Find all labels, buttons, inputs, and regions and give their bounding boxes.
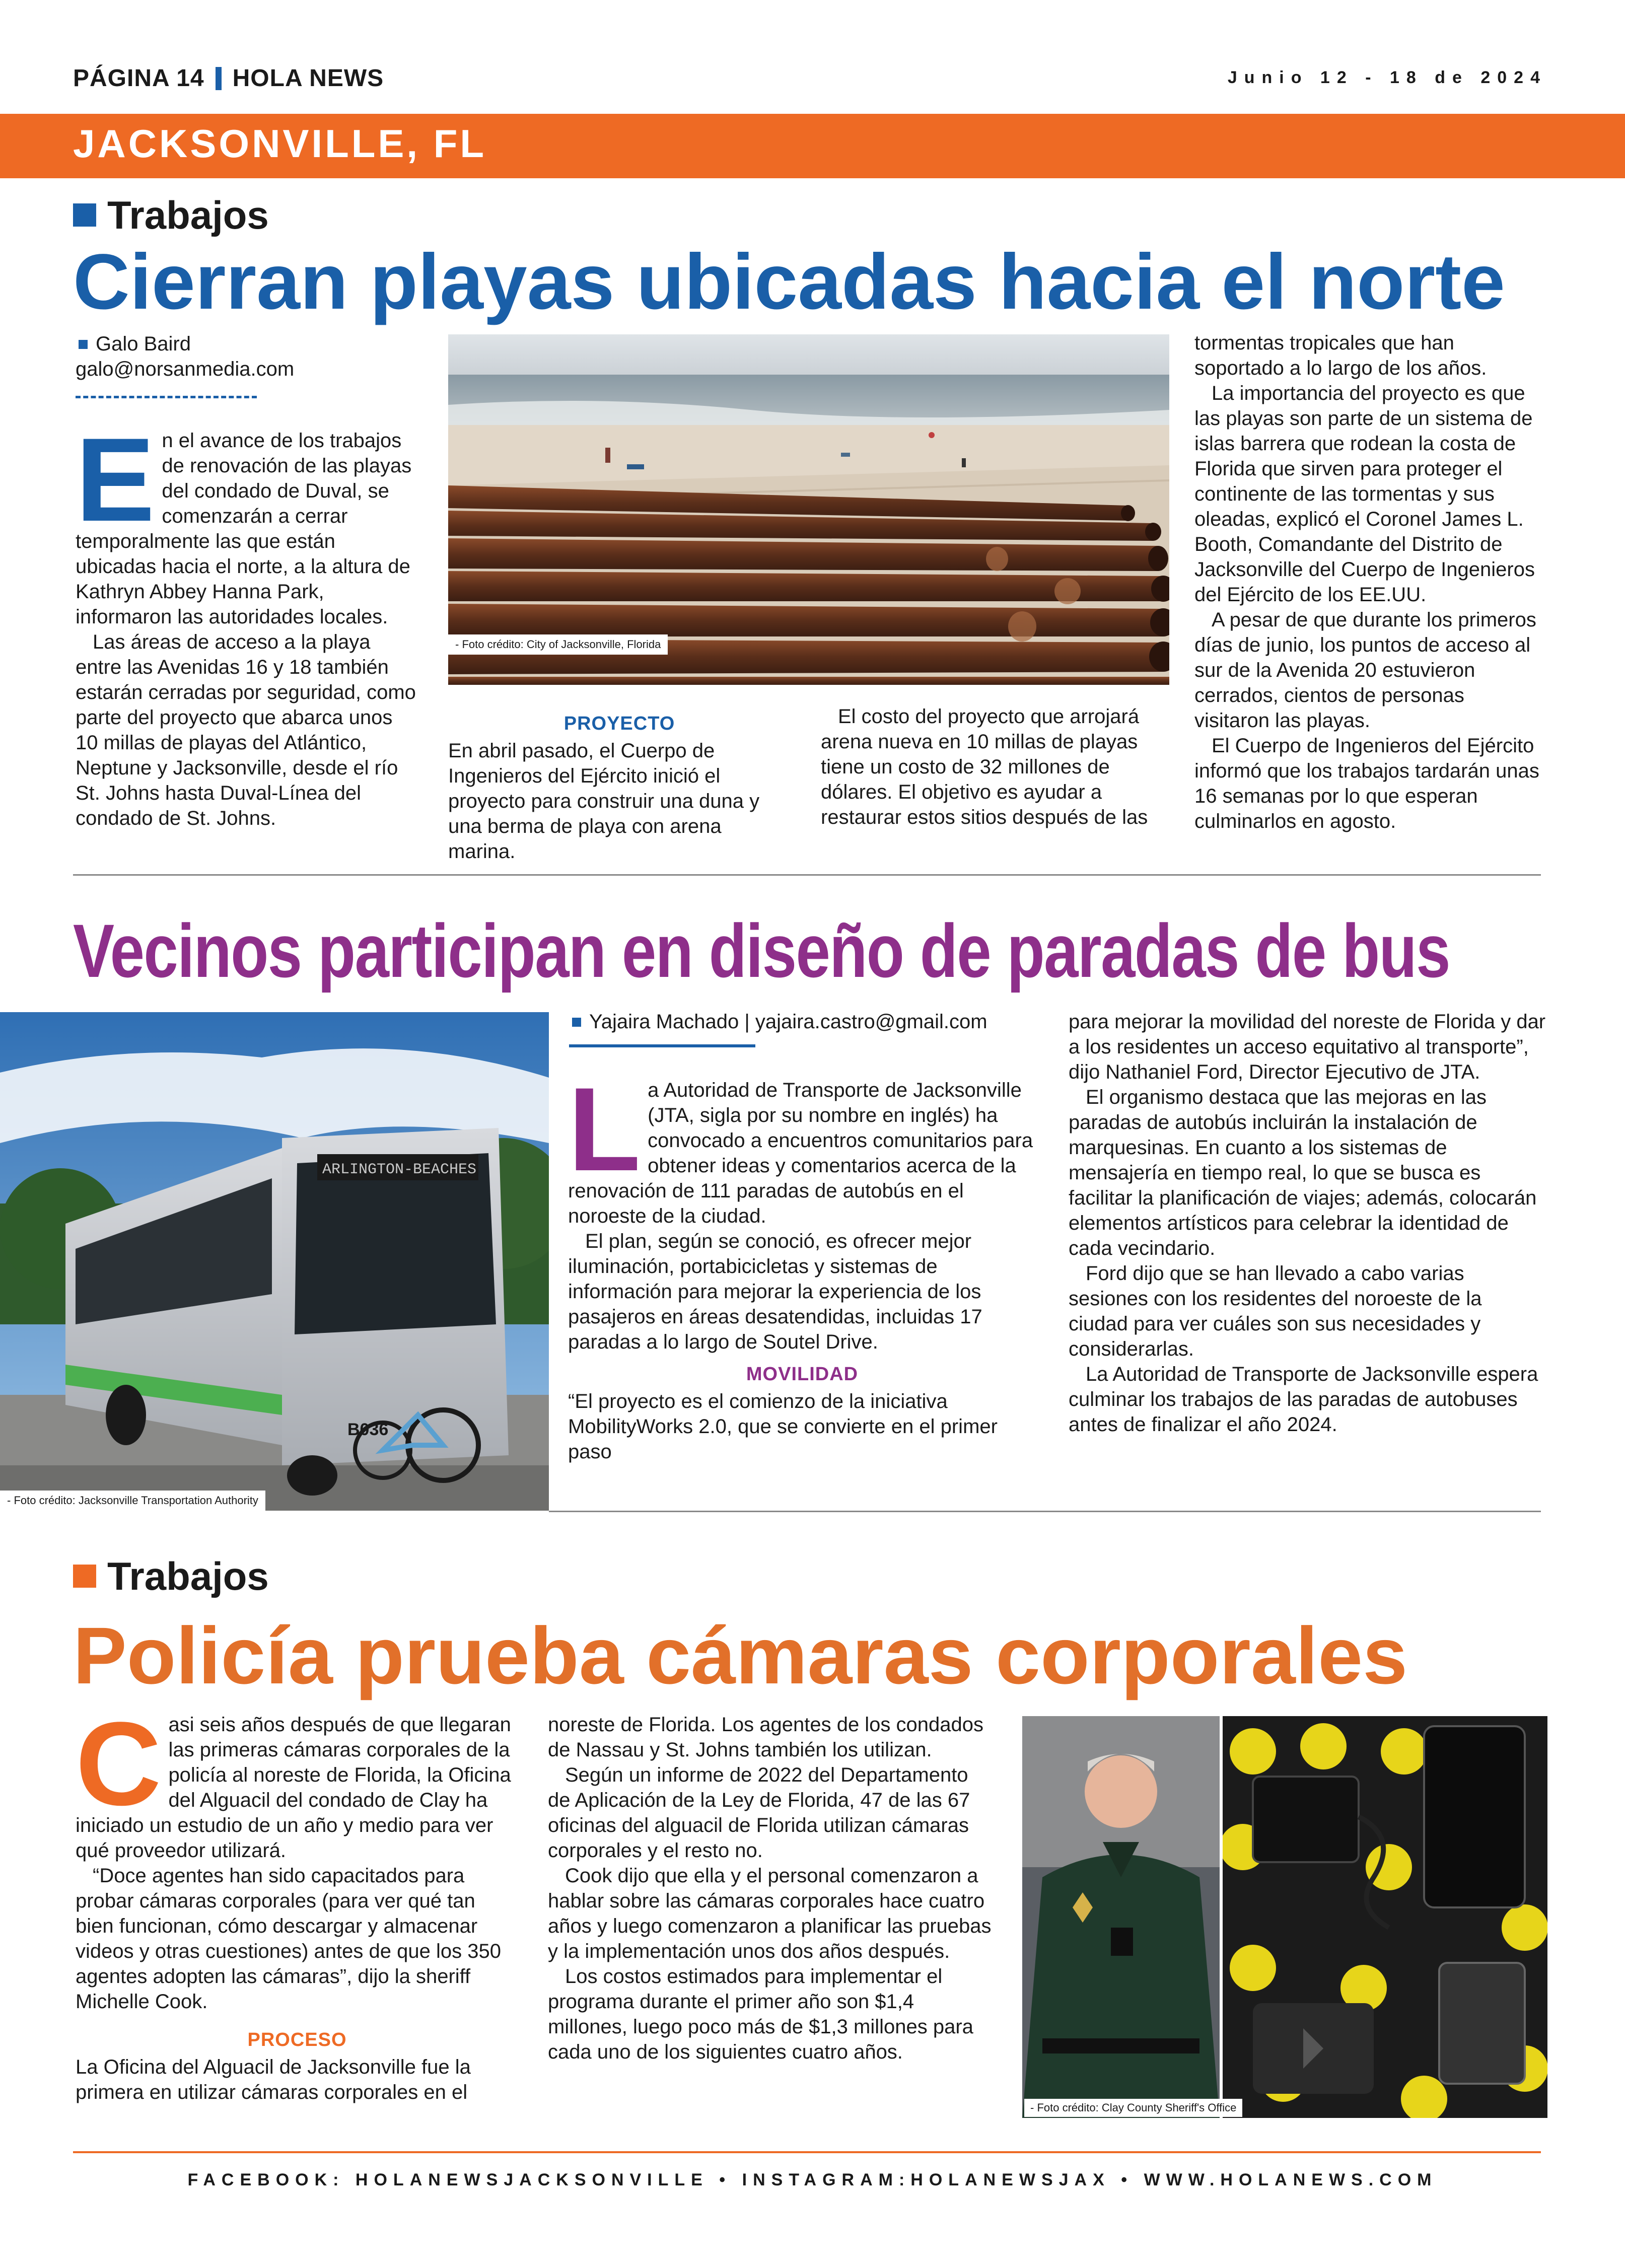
paragraph: La importancia del proyecto es que las playas son parte de un sistema de islas barrera que rodean la costa de Florida que sirven para proteger el continente de las tormentas y sus oleadas, explicó el Coronel James L. Booth, Comandante del Distrito de Jacksonville del Cuerpo de Ingenieros del Ejército de los EE.UU. xyxy=(1194,382,1535,606)
paragraph: Según un informe de 2022 del Departamento de Aplicación de la Ley de Florida, 47 de las 67 oficinas del alguacil de Florida utilizan cámaras corporales y el resto no. xyxy=(548,1764,970,1862)
sheriff-image xyxy=(1022,1716,1220,2118)
paragraph: El organismo destaca que las mejoras en las paradas de autobús incluirán la instalación de marquesinas. En cuanto a los sistemas de mensajería en tiempo real, lo que se busca es facilitar la planificación de viajes; además, colocarán elementos artísticos para celebrar la identidad de cada vecindario. xyxy=(1069,1086,1537,1259)
section-divider xyxy=(73,874,1541,876)
subhead: MOVILIDAD xyxy=(746,1364,859,1385)
article2-byline xyxy=(569,1009,1022,1047)
footer-rule xyxy=(73,2151,1541,2153)
author-name-email: Yajaira Machado | yajaira.castro@gmail.com xyxy=(589,1011,987,1033)
paragraph: El Cuerpo de Ingenieros del Ejército informó que los trabajos tardarán unas 16 semanas por lo que esperan culminarlos en agosto. xyxy=(1194,735,1539,832)
article3-column-1 xyxy=(76,1697,519,2105)
photo-credit: - Foto crédito: City of Jacksonville, Florida xyxy=(448,634,668,655)
article1-column-2 xyxy=(448,704,791,864)
kicker-label: Trabajos xyxy=(107,1554,269,1598)
paragraph: Los costos estimados para implementar el programa durante el primer año son $1,4 millones, luego poco más de $1,3 millones para cada uno de los siguientes cuatro años. xyxy=(548,1965,973,2063)
bus-image xyxy=(0,1012,549,1511)
paragraph: El costo del proyecto que arrojará arena nueva en 10 millas de playas tiene un costo de 32 millones de dólares. El objetivo es ayudar a restaurar estos sitios después de las xyxy=(821,705,1148,828)
article3-kicker xyxy=(73,1553,269,1599)
beach-pipes-image xyxy=(448,334,1169,685)
byline-rule xyxy=(569,1044,755,1047)
article1-column-1 xyxy=(76,413,416,831)
photo-credit: - Foto crédito: Clay County Sheriff's Office xyxy=(1024,2099,1242,2117)
author-email[interactable]: galo@norsanmedia.com xyxy=(76,358,295,380)
paragraph: “Doce agentes han sido capacitados para probar cámaras corporales (para ver qué tan bien funcionan, cómo descargar y almacenar videos y otras cuestiones) antes de que los 350 agentes adopten las cámaras”, dijo la sheriff Michelle Cook. xyxy=(76,1865,501,2013)
byline-rule xyxy=(76,396,257,398)
section-divider xyxy=(549,1511,1541,1512)
beach-photo xyxy=(448,334,1169,685)
bus-number: B036 xyxy=(347,1420,389,1439)
photo-credit: - Foto crédito: Jacksonville Transportation Authority xyxy=(0,1491,265,1511)
byline-square-icon xyxy=(572,1018,581,1027)
paragraph: asi seis años después de que llegaran las primeras cámaras corporales de la policía al noreste de Florida, la Oficina del Alguacil del condado de Clay ha iniciado un estudio de un año y medio para ver qué proveedor utilizará. xyxy=(76,1714,511,1862)
paragraph: noreste de Florida. Los agentes de los condados de Nassau y St. Johns también los utilizan. xyxy=(548,1714,984,1761)
bodycam-equipment-image xyxy=(1223,1716,1547,2118)
page-header xyxy=(73,64,384,92)
dropcap: L xyxy=(568,1063,641,1196)
article1-column-3 xyxy=(821,704,1168,830)
kicker-label: Trabajos xyxy=(107,193,269,237)
dropcap: C xyxy=(76,1697,162,1830)
header-divider xyxy=(216,67,222,90)
paragraph: El plan, según se conoció, es ofrecer mejor iluminación, portabicicletas y sistemas de información para mejorar la experiencia de los pasajeros en áreas desatendidas, incluidas 17 paradas a lo largo de Soutel Drive. xyxy=(568,1230,982,1353)
bodycam-photo xyxy=(1223,1716,1547,2118)
paragraph: tormentas tropicales que han soportado a lo largo de los años. xyxy=(1194,332,1487,379)
subhead: PROYECTO xyxy=(563,713,675,734)
section-city: JACKSONVILLE, FL xyxy=(73,121,487,166)
issue-date: Junio 12 - 18 de 2024 xyxy=(1227,68,1547,87)
paragraph: “El proyecto es el comienzo de la iniciativa MobilityWorks 2.0, que se convierte en el primer paso xyxy=(568,1390,998,1463)
sheriff-photo xyxy=(1022,1716,1220,2118)
kicker-square-icon xyxy=(73,1565,96,1588)
paragraph: para mejorar la movilidad del noreste de Florida y dar a los residentes un acceso equitativo al transporte”, dijo Nathaniel Ford, Director Ejecutivo de JTA. xyxy=(1069,1011,1546,1083)
bus-destination-sign: ARLINGTON-BEACHES xyxy=(322,1161,477,1178)
article2-title: Vecinos participan en diseño de paradas de bus xyxy=(73,908,1450,993)
byline-square-icon xyxy=(79,340,88,349)
paragraph: La Oficina del Alguacil de Jacksonville fue la primera en utilizar cámaras corporales en el xyxy=(76,2056,471,2103)
article2-column-2 xyxy=(1069,1009,1546,1437)
article1-title: Cierran playas ubicadas hacia el norte xyxy=(73,238,1505,326)
paragraph: A pesar de que durante los primeros días de junio, los puntos de acceso al sur de la Avenida 20 estuvieron cerrados, cientos de personas visitaron las playas. xyxy=(1194,609,1536,732)
article3-column-2 xyxy=(548,1712,996,2065)
kicker-square-icon xyxy=(73,203,96,227)
article2-column-1 xyxy=(568,1063,1036,1464)
article1-kicker xyxy=(73,192,269,238)
article1-column-4 xyxy=(1194,330,1542,834)
paragraph: Ford dijo que se han llevado a cabo varias sesiones con los residentes del noroeste de la ciudad para ver cuáles son sus necesidades y considerarlas. xyxy=(1069,1262,1482,1360)
author-name: Galo Baird xyxy=(96,333,191,355)
publication-name: HOLA NEWS xyxy=(232,65,384,92)
article3-title: Policía prueba cámaras corporales xyxy=(73,1610,1408,1700)
paragraph: Las áreas de acceso a la playa entre las Avenidas 16 y 18 también estarán cerradas por seguridad, como parte del proyecto que abarca unos 10 millas de playas del Atlántico, Neptune y Jacksonville, desde el río St. Johns hasta Duval-Línea del condado de St. Johns. xyxy=(76,631,416,829)
paragraph: En abril pasado, el Cuerpo de Ingenieros del Ejército inició el proyecto para construir una duna y una berma de playa con arena marina. xyxy=(448,740,760,863)
paragraph: n el avance de los trabajos de renovación de las playas del condado de Duval, se comenzarán a cerrar temporalmente las que están ubicadas hacia el norte, a la altura de Kathryn Abbey Hanna Park, informaron las autoridades locales. xyxy=(76,430,412,628)
page-number: PÁGINA 14 xyxy=(73,65,204,92)
article1-byline xyxy=(76,331,438,398)
paragraph: Cook dijo que ella y el personal comenzaron a hablar sobre las cámaras corporales hace cuatro años y luego comenzaron a planificar las pruebas y la implementación unos dos años después. xyxy=(548,1865,992,1962)
bus-photo xyxy=(0,1012,549,1511)
paragraph: a Autoridad de Transporte de Jacksonville (JTA, sigla por su nombre en inglés) ha convocado a encuentros comunitarios para obtener ideas y comentarios acerca de la renovación de 111 paradas de autobús en el noroeste de la ciudad. xyxy=(568,1079,1033,1227)
footer-social-links: FACEBOOK: HOLANEWSJACKSONVILLE • INSTAGRAM:HOLANEWSJAX • WWW.HOLANEWS.COM xyxy=(187,2170,1438,2189)
dropcap: E xyxy=(76,413,155,546)
paragraph: La Autoridad de Transporte de Jacksonville espera culminar los trabajos de las paradas de autobuses antes de finalizar el año 2024. xyxy=(1069,1363,1538,1436)
subhead: PROCESO xyxy=(247,2029,347,2050)
